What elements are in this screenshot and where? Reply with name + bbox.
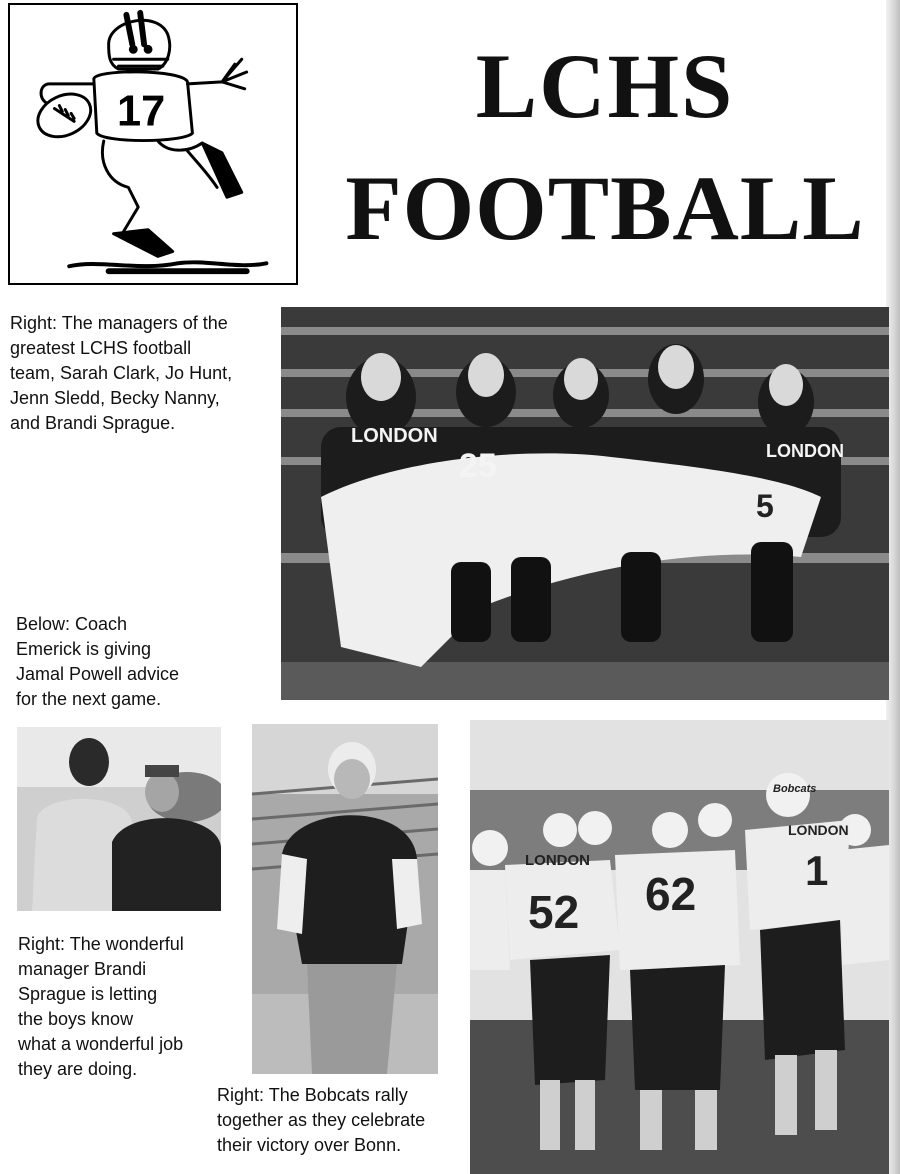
jersey-text-5: 5 bbox=[756, 488, 774, 524]
jersey-text-london-4: LONDON bbox=[788, 822, 849, 838]
title-line-1: LCHS bbox=[475, 35, 735, 137]
jersey-text-1: 1 bbox=[805, 847, 829, 894]
photo-managers bbox=[281, 307, 889, 700]
jersey-text-london-3: LONDON bbox=[525, 852, 590, 869]
caption-bobcats: Right: The Bobcats rally together as they celebrate their victory over Bonn. bbox=[217, 1085, 426, 1155]
coach-photo-image bbox=[17, 727, 221, 911]
caption-coach: Below: Coach Emerick is giving Jamal Powell advice for the next game. bbox=[16, 614, 180, 709]
photo-bobcats bbox=[470, 720, 889, 1174]
football-player-clipart bbox=[8, 3, 298, 285]
jersey-text-25: 25 bbox=[459, 447, 497, 485]
helmet-logo-text: Bobcats bbox=[773, 783, 817, 795]
jersey-text-london-2: LONDON bbox=[766, 441, 844, 461]
photo-coach bbox=[17, 727, 221, 911]
bobcats-photo-image bbox=[470, 720, 889, 1174]
jersey-text-london-1: LONDON bbox=[351, 425, 438, 447]
caption-brandi: Right: The wonderful manager Brandi Sprague is letting the boys know what a wonderful job they are doing. bbox=[18, 934, 184, 1079]
managers-photo-image bbox=[281, 307, 889, 700]
caption-managers: Right: The managers of the greatest LCHS football team, Sarah Clark, Jo Hunt, Jenn Sledd, Becky Nanny, and Brandi Sprague. bbox=[10, 313, 233, 433]
jersey-text-52: 52 bbox=[528, 886, 580, 938]
page-title bbox=[345, 35, 865, 259]
brandi-photo-image bbox=[252, 724, 438, 1074]
jersey-text-62: 62 bbox=[645, 868, 697, 920]
photo-brandi bbox=[252, 724, 438, 1074]
football-player-clipart-icon bbox=[10, 5, 296, 283]
clipart-jersey-number: 17 bbox=[117, 87, 166, 136]
title-line-2: FOOTBALL bbox=[345, 157, 865, 259]
